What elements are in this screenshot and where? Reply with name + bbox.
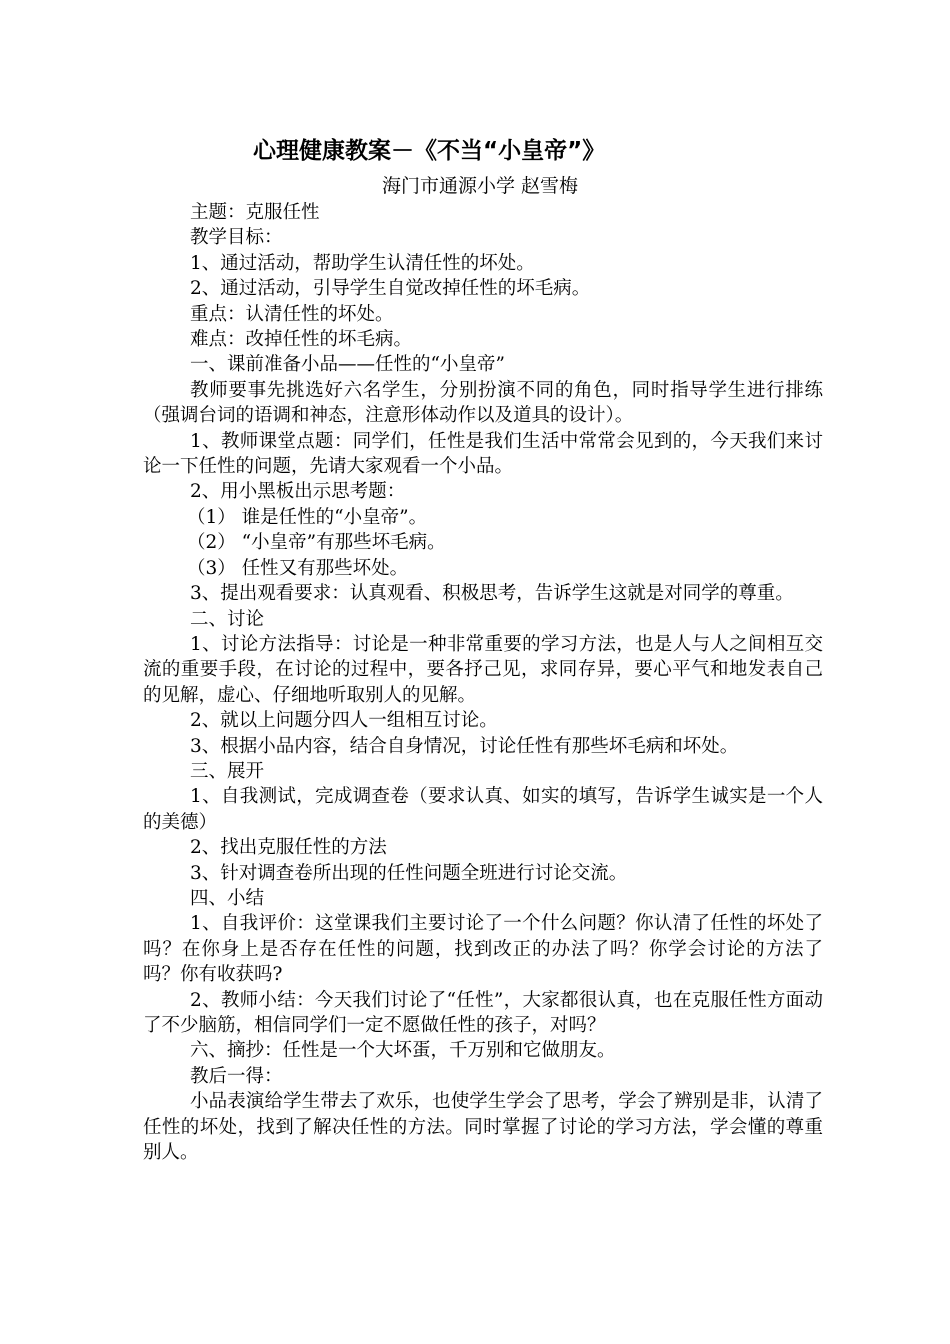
paragraph: 3、针对调查卷所出现的任性问题全班进行讨论交流。 [190,862,628,884]
paragraph: 3、提出观看要求：认真观看、积极思考，告诉学生这就是对同学的尊重。 [190,583,794,605]
paragraph: 教学目标： [190,227,283,249]
document-author: 海门市通源小学 赵雪梅 [382,175,579,197]
paragraph: 1、通过活动，帮助学生认清任性的坏处。 [190,252,535,274]
paragraph: （1） 谁是任性的“小皇帝”。 [187,506,428,528]
paragraph: 1、自我测试，完成调查卷（要求认真、如实的填写，告诉学生诚实是一个人的美德） [143,786,823,833]
paragraph: 四、小结 [190,887,265,909]
document-body [143,200,823,1165]
paragraph: 1、教师课堂点题：同学们，任性是我们生活中常常会见到的，今天我们来讨论一下任性的问题，先请大家观看一个小品。 [143,430,823,478]
paragraph: 3、根据小品内容，结合自身情况，讨论任性有那些坏毛病和坏处。 [190,735,739,757]
document-title: 心理健康教案－《不当“小皇帝”》 [253,138,606,164]
paragraph: （3） 任性又有那些坏处。 [187,557,409,579]
paragraph: 1、讨论方法指导：讨论是一种非常重要的学习方法，也是人与人之间相互交流的重要手段，在讨论的过程中，要各抒己见，求同存异，要心平气和地发表自己的见解，虚心、仔细地听取别人的见解。 [143,633,823,706]
paragraph: 二、讨论 [190,608,265,630]
paragraph: 小品表演给学生带去了欢乐，也使学生学会了思考，学会了辨别是非，认清了任性的坏处，找到了解决任性的方法。同时掌握了讨论的学习方法，学会懂的尊重别人。 [143,1091,823,1164]
paragraph: 难点：改掉任性的坏毛病。 [190,329,413,351]
paragraph: 主题：克服任性 [190,202,320,223]
paragraph: 三、展开 [190,760,265,782]
paragraph: 2、找出克服任性的方法 [190,837,387,859]
paragraph: 1、自我评价：这堂课我们主要讨论了一个什么问题？你认清了任性的坏处了吗？在你身上是否存在任性的问题，找到改正的办法了吗？你学会讨论的方法了吗？你有收获吗? [143,913,823,986]
paragraph: 六、摘抄：任性是一个大坏蛋，千万别和它做朋友。 [190,1040,616,1062]
paragraph: 2、用小黑板出示思考题： [190,481,406,503]
paragraph: 教后一得： [190,1065,283,1087]
paragraph: 教师要事先挑选好六名学生，分别扮演不同的角色，同时指导学生进行排练（强调台词的语调和神态，注意形体动作以及道具的设计）。 [143,379,823,427]
paragraph: 2、教师小结：今天我们讨论了“任性”，大家都很认真，也在克服任性方面动了不少脑筋，相信同学们一定不愿做任性的孩子，对吗？ [143,989,823,1036]
paragraph: 2、通过活动，引导学生自觉改掉任性的坏毛病。 [190,278,591,300]
paragraph: 重点：认清任性的坏处。 [190,303,394,325]
document-page [143,134,823,1165]
paragraph: 2、就以上问题分四人一组相互讨论。 [190,710,498,732]
paragraph: 一、课前准备小品——任性的“小皇帝” [190,354,505,376]
paragraph: （2） “小皇帝”有那些坏毛病。 [187,532,446,554]
